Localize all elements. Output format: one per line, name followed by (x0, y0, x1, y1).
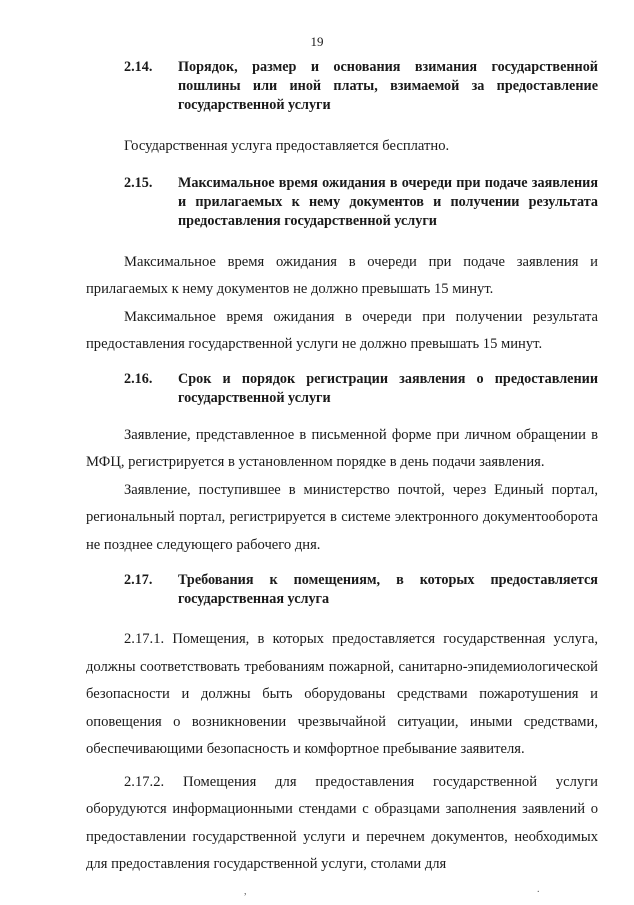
section-heading-2-16 (86, 370, 598, 408)
paragraph: Заявление, поступившее в министерство почтой, через Единый портал, региональный портал, регистрируется в системе электронного документооборота не позднее следующего рабочего дня. (86, 481, 598, 553)
section-heading-2-14 (86, 58, 598, 115)
section-title: Порядок, размер и основания взимания государственной пошлины или иной платы, взимаемой за предоставление государственной услуги (178, 59, 598, 113)
scan-speck: . (537, 884, 540, 895)
section-number: 2.17. (124, 572, 153, 588)
paragraph: 2.17.1. Помещения, в которых предоставляется государственная услуга, должны соответствовать требованиям пожарной, санитарно-эпидемиологической безопасности и должны быть оборудованы средствами пожаротушения и оповещения о возникновении чрезвычайной ситуации, иными средствами, обеспечивающими безопасность и комфортное пребывание заявителя. (86, 631, 598, 757)
section-number: 2.16. (124, 370, 153, 387)
section-title: Максимальное время ожидания в очереди при подаче заявления и прилагаемых к нему документов и получении результата предоставления государственной услуги (178, 174, 598, 229)
paragraph: 2.17.2. Помещения для предоставления государственной услуги оборудуются информационными стендами с образцами заполнения заявлений о предоставлении государственной услуги и перечнем документов, необходимых для предоставления государственной услуги, столами для (86, 773, 598, 872)
section-number: 2.15. (124, 174, 153, 191)
paragraph: Государственная услуга предоставляется бесплатно. (124, 138, 450, 154)
paragraph: Максимальное время ожидания в очереди при подаче заявления и прилагаемых к нему документов не должно превышать 15 минут. (86, 253, 598, 297)
section-title: Требования к помещениям, в которых предоставляется государственная услуга (178, 572, 598, 607)
page-number: 19 (310, 34, 324, 49)
section-heading-2-15 (86, 174, 598, 231)
document-body (86, 58, 598, 879)
section-title: Срок и порядок регистрации заявления о предоставлении государственной услуги (178, 370, 598, 406)
section-heading-2-17 (86, 571, 598, 609)
paragraph: Максимальное время ожидания в очереди при получении результата предоставления государственной услуги не должно превышать 15 минут. (86, 308, 598, 352)
scan-speck: , (244, 886, 247, 897)
section-number: 2.14. (124, 59, 153, 75)
paragraph: Заявление, представленное в письменной форме при личном обращении в МФЦ, регистрируется в установленном порядке в день подачи заявления. (86, 426, 598, 470)
